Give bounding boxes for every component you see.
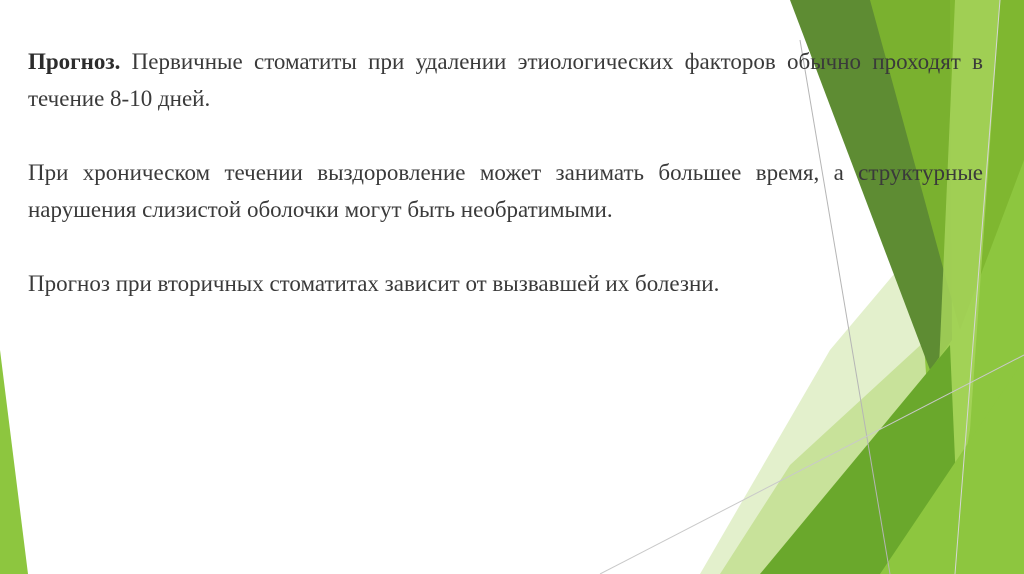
paragraph-text: При хроническом течении выздоровление может занимать большее время, а структурные нарушения слизистой оболочки могут быть необратимыми. — [28, 160, 983, 222]
paragraph-chronic — [28, 154, 983, 228]
paragraph-secondary — [28, 265, 983, 302]
paragraph-text: Первичные стоматиты при удалении этиологических факторов обычно проходят в течение 8-10 дней. — [28, 49, 983, 111]
slide-body — [28, 43, 983, 339]
paragraph-prognosis — [28, 43, 983, 117]
left-edge-shape — [0, 350, 28, 574]
paragraph-lead: Прогноз. — [28, 49, 121, 74]
paragraph-text: Прогноз при вторичных стоматитах зависит от вызвавшей их болезни. — [28, 271, 720, 296]
